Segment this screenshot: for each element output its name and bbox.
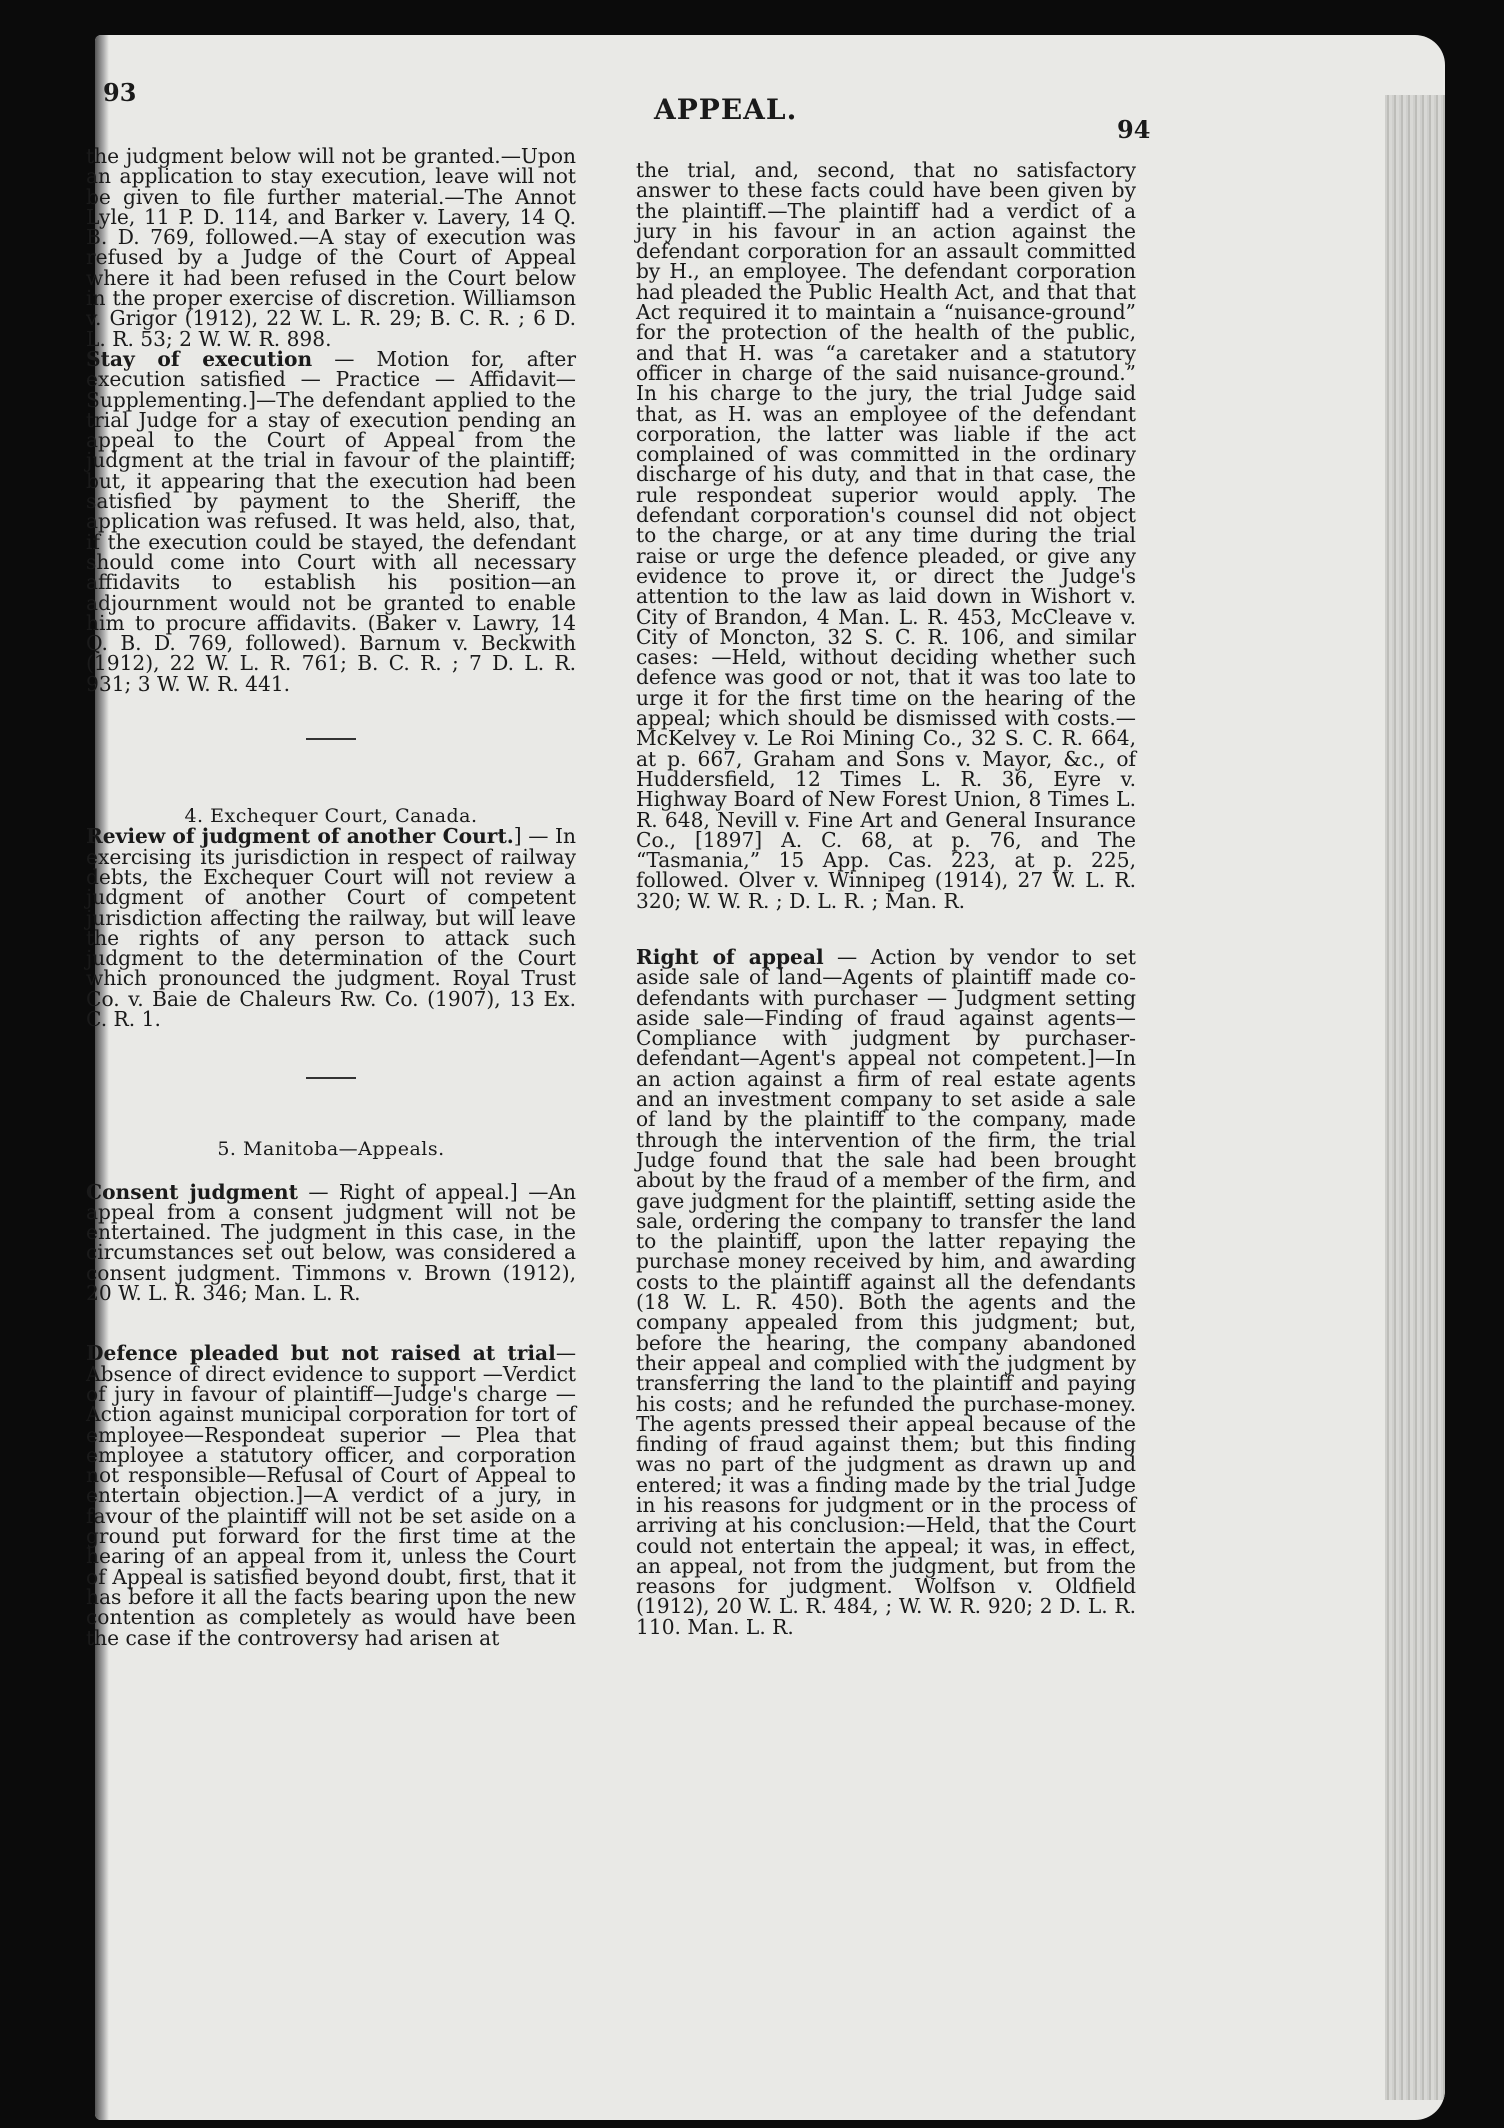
running-title: APPEAL. [654, 93, 798, 126]
digest-entry-review-of-judgment [86, 826, 576, 1029]
entry-title: Consent judgment [86, 1179, 298, 1204]
continuation-paragraph: the judgment below will not be granted.—Upon an application to stay execution, leave will not be given to file further material.—The Annot Lyle, 11 P. D. 114, and Barker v. Lavery, 14 Q. B. D. 769, followed.—A stay of execution was refused by a Judge of the Court of Appeal where it had been refused in the Court below in the proper exercise of discretion. Williamson v. Grigor (1912), 22 W. L. R. 29; B. C. R. ; 6 D. L. R. 53; 2 W. W. R. 898. [86, 144, 576, 351]
entry-body: —Absence of direct evidence to support —Verdict of jury in favour of plaintiff—Judge's charge — Action against municipal corporation for tort of employee—Respondeat superior — Plea that employee a statutory officer, and corporation not responsible—Refusal of Court of Appeal to entertain objection.]—A verdict of a jury, in favour of the plaintiff will not be set aside on a ground put forward for the first time at the hearing of an appeal from it, unless the Court of Appeal is satisfied beyond doubt, first, that it has before it all the facts bearing upon the new contention as completely as would have been the case if the controversy had arisen at [86, 1341, 576, 1650]
entry-body: ] — In exercising its jurisdiction in respect of railway debts, the Exchequer Court will not review a judgment of another Court of competent jurisdiction affecting the railway, but will leave the rights of any person to attack such judgment to the determination of the Court which pronounced the judgment. Royal Trust Co. v. Baie de Chaleurs Rw. Co. (1907), 13 Ex. C. R. 1. [86, 824, 576, 1031]
page-number-right: 94 [1117, 115, 1151, 144]
continuation-paragraph: the trial, and, second, that no satisfactory answer to these facts could have been given by the plaintiff.—The plaintiff had a verdict of a jury in his favour in an action against the defendant corporation for an assault committed by H., an employee. The defendant corporation had pleaded the Public Health Act, and that that Act required it to maintain a “nuisance-ground” for the protection of the health of the public, and that H. was “a caretaker and a statutory officer in charge of the said nuisance-ground.” In his charge to the jury, the trial Judge said that, as H. was an employee of the defendant corporation, the latter was liable if the act complained of was committed in the ordinary discharge of his duty, and that in that case, the rule respondeat superior would apply. The defendant corporation's counsel did not object to the charge, or at any time during the trial raise or urge the defence pleaded, or give any evidence to prove it, or direct the Judge's attention to the law as laid down in Wishort v. City of Brandon, 4 Man. L. R. 453, McCleave v. City of Moncton, 32 S. C. R. 106, and similar cases: —Held, without deciding whether such defence was good or not, that it was too late to urge it for the first time on the hearing of the appeal; which should be dismissed with costs.—McKelvey v. Le Roi Mining Co., 32 S. C. R. 664, at p. 667, Graham and Sons v. Mayor, &c., of Huddersfield, 12 Times L. R. 36, Eyre v. Highway Board of New Forest Union, 8 Times L. R. 648, Nevill v. Fine Art and General Insurance Co., [1897] A. C. 68, at p. 76, and The “Tasmania,” 15 App. Cas. 223, at p. 225, followed. Olver v. Winnipeg (1914), 27 W. L. R. 320; W. W. R. ; D. L. R. ; Man. R. [636, 158, 1136, 913]
section-heading-exchequer: 4. Exchequer Court, Canada. [184, 805, 478, 828]
entry-body: — Right of appeal.] —An appeal from a consent judgment will not be entertained. The judgment in this case, in the circumstances set out below, was considered a consent judgment. Timmons v. Brown (1912), 20 W. L. R. 346; Man. L. R. [86, 1179, 576, 1306]
entry-title: Review of judgment of another Court. [86, 824, 514, 849]
page-edges [1385, 95, 1445, 2100]
digest-entry-stay-of-execution [86, 346, 576, 696]
entry-title: Defence pleaded but not raised at trial [86, 1341, 556, 1366]
section-heading-manitoba: 5. Manitoba—Appeals. [217, 1138, 445, 1161]
entry-body: — Motion for, after execution satisfied — Practice — Affidavit—Supplementing.]—The defendant applied to the trial Judge for a stay of execution pending an appeal to the Court of Appeal from the judgment at the trial in favour of the plaintiff; but, it appearing that the execution had been satisfied by payment to the Sheriff, the application was refused. It was held, also, that, if the execution could be stayed, the defendant should come into Court with all necessary affidavits to establish his position—an adjournment would not be granted to enable him to procure affidavits. (Baker v. Lawry, 14 Q. B. D. 769, followed). Barnum v. Beckwith (1912), 22 W. L. R. 761; B. C. R. ; 7 D. L. R. 931; 3 W. W. R. 441. [86, 346, 576, 696]
entry-title: Right of appeal [636, 944, 824, 969]
digest-entry-consent-judgment [86, 1179, 576, 1306]
entry-title: Stay of execution [86, 346, 313, 371]
left-column [86, 146, 576, 1648]
digest-entry-right-of-appeal [636, 944, 1136, 1639]
right-column [636, 160, 1136, 1637]
page-number-left: 93 [103, 78, 137, 107]
digest-entry-defence-pleaded [86, 1341, 576, 1650]
entry-body: — Action by vendor to set aside sale of land—Agents of plaintiff made co-defendants with purchaser — Judgment setting aside sale—Finding of fraud against agents—Compliance with judgment by purchaser-defendant—Agent's appeal not competent.]—In an action against a firm of real estate agents and an investment company to set aside a sale of land by the plaintiff to the company, made through the intervention of the firm, the trial Judge found that the sale had been brought about by the fraud of a member of the firm, and gave judgment for the plaintiff, setting aside the sale, ordering the company to transfer the land to the plaintiff, upon the latter repaying the purchase money received by him, and awarding costs to the plaintiff against all the defendants (18 W. L. R. 450). Both the agents and the company appealed from this judgment; but, before the hearing, the company abandoned their appeal and complied with the judgment by transferring the land to the plaintiff and paying his costs; and he refunded the purchase-money. The agents pressed their appeal because of the finding of fraud against them; but this finding was no part of the judgment as drawn up and entered; it was a finding made by the trial Judge in his reasons for judgment or in the process of arriving at his conclusion:—Held, that the Court could not entertain the appeal; it was, in effect, an appeal, not from the judgment, but from the reasons for judgment. Wolfson v. Oldfield (1912), 20 W. L. R. 484, ; W. W. R. 920; 2 D. L. R. 110. Man. L. R. [636, 944, 1136, 1639]
